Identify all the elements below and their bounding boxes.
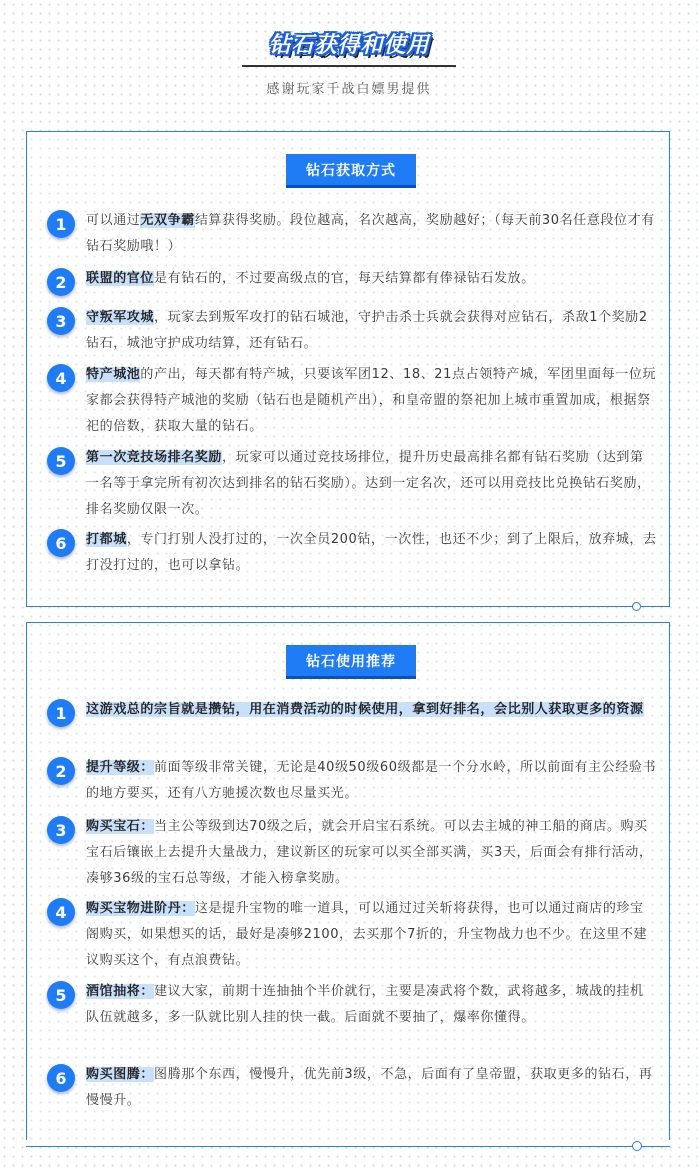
item-text: 购买图腾：图腾那个东西，慢慢升，优先前3级，不急，后面有了皇帝盟，获取更多的钻石，再慢慢升。 [86,1067,653,1108]
list-item [47,266,657,292]
number-badge: 5 [47,447,75,475]
item-text: 守叛军攻城，玩家去到叛军攻打的钻石城池，守护击杀士兵就会获得对应钻石，杀敌1个奖励2钻石，城池守护成功结算，还有钻石。 [86,310,648,351]
section-usage [26,622,670,1140]
highlight-keyword: 第一次竞技场排名奖励 [86,450,223,465]
list-item [47,305,657,357]
number-badge: 1 [47,210,75,238]
number-badge: 1 [47,699,75,727]
highlight-keyword: 购买宝石： [86,819,155,834]
number-badge: 5 [47,981,75,1009]
item-text: 联盟的官位是有钻石的，不过要高级点的官，每天结算都有俸禄钻石发放。 [86,271,535,286]
list-item [47,362,657,440]
section-acquire-tab: 钻石获取方式 [286,154,416,188]
item-text: 特产城池的产出，每天都有特产城，只要该军团12、18、21点占领特产城，军团里面每一位玩家都会获得特产城池的奖励（钻石也是随机产出），和皇帝盟的祭祀加上城市重置加成，根据祭祀的倍数，获取大量的钻石。 [86,367,657,434]
bottom-divider [26,1146,670,1147]
section-acquire [26,131,670,607]
list-item [47,896,657,974]
corner-ring-icon [632,1141,642,1151]
number-badge: 4 [47,364,75,392]
page-header [0,22,698,97]
highlight-keyword: 特产城池 [86,367,141,382]
number-badge: 6 [47,1064,75,1092]
list-item [47,755,657,807]
item-text: 提升等级：前面等级非常关键，无论是40级50级60级都是一个分水岭，所以前面有主公经验书的地方要买，还有八方驰援次数也尽量买光。 [86,760,657,801]
highlight-keyword: 购买图腾： [86,1067,155,1082]
highlight-keyword: 这游戏总的宗旨就是攒钻，用在消费活动的时候使用，拿到好排名，会比别人获取更多的资源 [86,702,644,717]
item-text: 酒馆抽将：建议大家，前期十连抽抽个半价就行，主要是凑武将个数，武将越多，城战的挂机队伍就越多，多一队就比别人挂的快一截。后面就不要抽了，爆率你懂得。 [86,984,644,1025]
item-text: 购买宝石：当主公等级到达70级之后，就会开启宝石系统。可以去主城的神工船的商店。购买宝石后镶嵌上去提升大量战力，建议新区的玩家可以买全部买满，买3天，后面会有排行活动，凑够36级的宝石总等级，才能入榜拿奖励。 [86,819,653,886]
item-text: 购买宝物进阶丹：这是提升宝物的唯一道具，可以通过过关斩将获得，也可以通过商店的珍宝阁购买，如果想买的话，最好是凑够2100，去买那个7折的，升宝物战力也不少。在这里不建议购买这个，有点浪费钻。 [86,901,648,968]
list-item [47,814,657,892]
item-text: 可以通过无双争霸结算获得奖励。段位越高，名次越高，奖励越好；（每天前30名任意段位才有钻石奖励哦！） [86,213,655,254]
highlight-keyword: 守叛军攻城 [86,310,155,325]
item-text [86,697,657,723]
item-text: 打都城，专门打别人没打过的，一次全员200钻，一次性，也还不少；到了上限后，放弃城，去打没打过的，也可以拿钻。 [86,532,657,573]
list-item [47,697,657,723]
number-badge: 6 [47,529,75,557]
list-item [47,527,657,579]
page-title: 钻石获得和使用 [268,33,430,58]
highlight-keyword: 无双争霸 [140,213,195,228]
item-text: 第一次竞技场排名奖励，玩家可以通过竞技场排位，提升历史最高排名都有钻石奖励（达到第一名等于拿完所有初次达到排名的钻石奖励）。达到一定名次，还可以用竞技比兑换钻石奖励，排名奖励仅限一次。 [86,450,651,517]
section-usage-tab: 钻石使用推荐 [286,645,416,679]
number-badge: 2 [47,268,75,296]
number-badge: 3 [47,307,75,335]
number-badge: 2 [47,757,75,785]
highlight-keyword: 提升等级： [86,760,155,775]
corner-ring-icon [632,602,641,611]
highlight-keyword: 联盟的官位 [86,271,155,286]
list-item [47,445,657,523]
page-subtitle: 感谢玩家千战白嫖男提供 [266,82,432,97]
list-item [47,979,657,1031]
highlight-keyword: 酒馆抽将： [86,984,155,999]
list-item [47,1062,657,1114]
highlight-keyword: 打都城 [86,532,127,547]
title-divider [242,65,456,67]
number-badge: 3 [47,816,75,844]
number-badge: 4 [47,898,75,926]
list-item [47,208,657,260]
highlight-keyword: 购买宝物进阶丹： [86,901,195,916]
